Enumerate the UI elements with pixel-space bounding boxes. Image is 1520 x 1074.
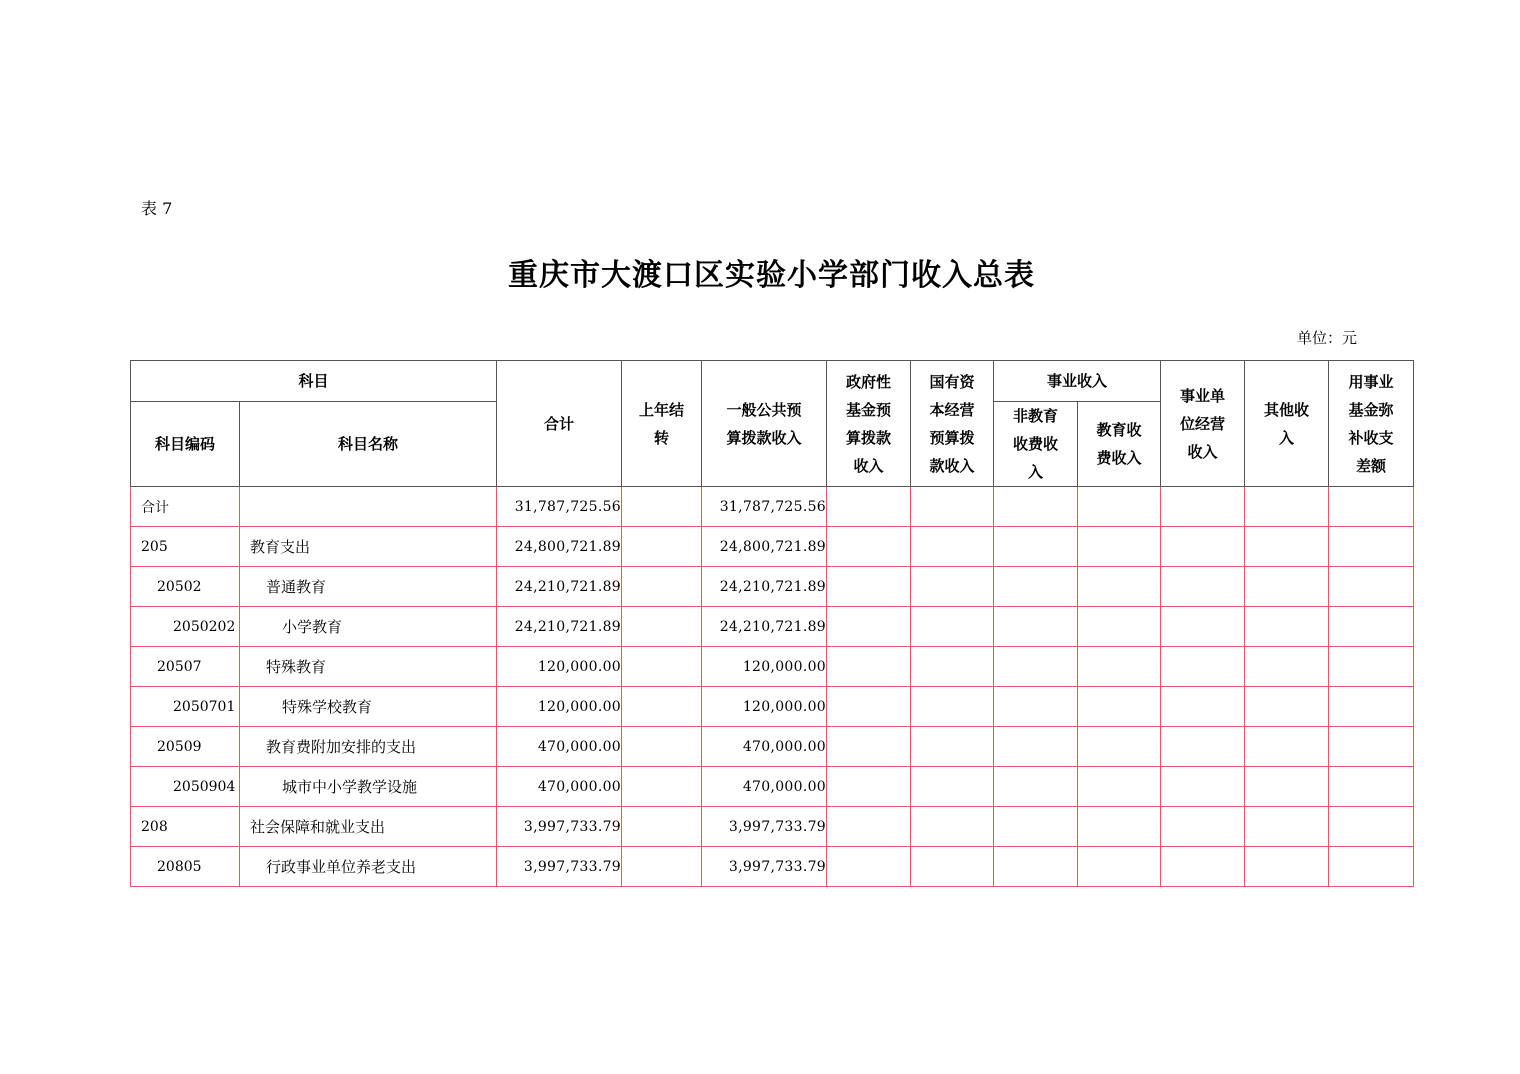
header-non-edu-fee-line1: 非教育 (1013, 407, 1059, 425)
table-row (131, 567, 1414, 607)
other-income-cell (1245, 647, 1329, 687)
gov-fund-cell (827, 807, 911, 847)
subject-name-cell: 行政事业单位养老支出 (240, 847, 497, 887)
unit-operating-cell (1161, 607, 1245, 647)
fund-balance-cell (1329, 807, 1414, 847)
state-capital-cell (911, 767, 994, 807)
state-capital-cell (911, 847, 994, 887)
header-carryover-line2: 转 (654, 428, 670, 447)
subject-name-cell: 特殊学校教育 (240, 687, 497, 727)
non-edu-fee-cell (994, 607, 1078, 647)
edu-fee-cell (1078, 807, 1161, 847)
table-row (131, 807, 1414, 847)
non-edu-fee-cell (994, 847, 1078, 887)
edu-fee-cell (1078, 607, 1161, 647)
table-body (131, 487, 1414, 887)
subject-code-cell: 2050904 (131, 767, 240, 807)
unit-operating-cell (1161, 527, 1245, 567)
total-cell: 31,787,725.56 (497, 487, 622, 527)
total-cell: 3,997,733.79 (497, 807, 622, 847)
carryover-cell (622, 847, 702, 887)
header-gov-fund-line2: 基金预 (846, 400, 892, 419)
subject-name-cell: 特殊教育 (240, 647, 497, 687)
state-capital-cell (911, 727, 994, 767)
general-budget-cell: 3,997,733.79 (702, 847, 827, 887)
header-other-line1: 其他收 (1264, 400, 1310, 419)
non-edu-fee-cell (994, 647, 1078, 687)
carryover-cell (622, 807, 702, 847)
gov-fund-cell (827, 487, 911, 527)
other-income-cell (1245, 687, 1329, 727)
fund-balance-cell (1329, 607, 1414, 647)
header-non-edu-fee-line3: 入 (1028, 463, 1044, 481)
header-edu-fee-line2: 费收入 (1096, 449, 1142, 467)
total-cell: 120,000.00 (497, 647, 622, 687)
state-capital-cell (911, 567, 994, 607)
non-edu-fee-cell (994, 487, 1078, 527)
edu-fee-cell (1078, 567, 1161, 607)
state-capital-cell (911, 487, 994, 527)
table-row (131, 527, 1414, 567)
table-row (131, 647, 1414, 687)
gov-fund-cell (827, 567, 911, 607)
other-income-cell (1245, 727, 1329, 767)
header-non-edu-fee-line2: 收费收 (1013, 435, 1059, 453)
subject-name-cell: 普通教育 (240, 567, 497, 607)
state-capital-cell (911, 607, 994, 647)
gov-fund-cell (827, 727, 911, 767)
header-other (1245, 361, 1329, 487)
carryover-cell (622, 487, 702, 527)
other-income-cell (1245, 567, 1329, 607)
edu-fee-cell (1078, 487, 1161, 527)
header-total: 合计 (497, 361, 622, 487)
edu-fee-cell (1078, 527, 1161, 567)
header-fund-balance-line3: 补收支 (1348, 428, 1394, 447)
header-general-budget-line1: 一般公共预 (726, 400, 802, 419)
subject-code-cell: 2050202 (131, 607, 240, 647)
edu-fee-cell (1078, 847, 1161, 887)
gov-fund-cell (827, 847, 911, 887)
edu-fee-cell (1078, 687, 1161, 727)
fund-balance-cell (1329, 767, 1414, 807)
gov-fund-cell (827, 607, 911, 647)
table-row (131, 687, 1414, 727)
header-state-capital-line1: 国有资 (929, 372, 975, 391)
non-edu-fee-cell (994, 567, 1078, 607)
header-fund-balance (1329, 361, 1414, 487)
header-state-capital-line2: 本经营 (929, 400, 975, 419)
header-gov-fund-line1: 政府性 (846, 372, 892, 391)
state-capital-cell (911, 527, 994, 567)
unit-operating-cell (1161, 727, 1245, 767)
general-budget-cell: 24,210,721.89 (702, 607, 827, 647)
edu-fee-cell (1078, 647, 1161, 687)
subject-name-cell: 城市中小学教学设施 (240, 767, 497, 807)
header-unit-operating-line3: 收入 (1187, 442, 1218, 461)
general-budget-cell: 470,000.00 (702, 767, 827, 807)
gov-fund-cell (827, 767, 911, 807)
other-income-cell (1245, 767, 1329, 807)
non-edu-fee-cell (994, 767, 1078, 807)
subject-code-cell: 2050701 (131, 687, 240, 727)
total-cell: 3,997,733.79 (497, 847, 622, 887)
unit-operating-cell (1161, 767, 1245, 807)
subject-code-cell: 205 (131, 527, 240, 567)
non-edu-fee-cell (994, 727, 1078, 767)
table-row (131, 727, 1414, 767)
subject-code-cell: 20805 (131, 847, 240, 887)
header-gov-fund-line3: 算拨款 (846, 428, 892, 447)
header-unit-operating (1161, 361, 1245, 487)
carryover-cell (622, 607, 702, 647)
carryover-cell (622, 687, 702, 727)
fund-balance-cell (1329, 647, 1414, 687)
edu-fee-cell (1078, 767, 1161, 807)
unit-operating-cell (1161, 807, 1245, 847)
general-budget-cell: 120,000.00 (702, 687, 827, 727)
subject-code-cell: 208 (131, 807, 240, 847)
page-title: 重庆市大渡口区实验小学部门收入总表 (508, 258, 1035, 293)
gov-fund-cell (827, 687, 911, 727)
fund-balance-cell (1329, 687, 1414, 727)
fund-balance-cell (1329, 487, 1414, 527)
header-unit-operating-line2: 位经营 (1180, 414, 1226, 433)
unit-label: 单位：元 (1297, 329, 1358, 347)
header-subject: 科目 (131, 361, 497, 402)
header-non-edu-fee (994, 402, 1078, 487)
subject-name-cell: 小学教育 (240, 607, 497, 647)
unit-operating-cell (1161, 647, 1245, 687)
carryover-cell (622, 527, 702, 567)
subject-code-cell: 合计 (131, 487, 240, 527)
unit-operating-cell (1161, 687, 1245, 727)
header-fund-balance-line4: 差额 (1356, 456, 1387, 475)
header-carryover (622, 361, 702, 487)
fund-balance-cell (1329, 847, 1414, 887)
gov-fund-cell (827, 527, 911, 567)
header-state-capital-line3: 预算拨 (929, 428, 975, 447)
gov-fund-cell (827, 647, 911, 687)
table-row (131, 487, 1414, 527)
header-other-line2: 入 (1279, 428, 1295, 447)
other-income-cell (1245, 847, 1329, 887)
unit-operating-cell (1161, 847, 1245, 887)
state-capital-cell (911, 807, 994, 847)
total-cell: 470,000.00 (497, 727, 622, 767)
total-cell: 24,210,721.89 (497, 607, 622, 647)
total-cell: 24,210,721.89 (497, 567, 622, 607)
general-budget-cell: 120,000.00 (702, 647, 827, 687)
total-cell: 120,000.00 (497, 687, 622, 727)
header-unit-operating-line1: 事业单 (1180, 386, 1226, 405)
other-income-cell (1245, 607, 1329, 647)
header-subject-name: 科目名称 (240, 402, 497, 487)
general-budget-cell: 24,800,721.89 (702, 527, 827, 567)
subject-name-cell: 教育支出 (240, 527, 497, 567)
header-fund-balance-line2: 基金弥 (1348, 400, 1394, 419)
header-gov-fund (827, 361, 911, 487)
other-income-cell (1245, 527, 1329, 567)
non-edu-fee-cell (994, 807, 1078, 847)
non-edu-fee-cell (994, 687, 1078, 727)
header-state-capital (911, 361, 994, 487)
general-budget-cell: 470,000.00 (702, 727, 827, 767)
table-number: 表 7 (141, 199, 173, 218)
general-budget-cell: 3,997,733.79 (702, 807, 827, 847)
carryover-cell (622, 647, 702, 687)
unit-operating-cell (1161, 567, 1245, 607)
state-capital-cell (911, 687, 994, 727)
fund-balance-cell (1329, 567, 1414, 607)
header-general-budget (702, 361, 827, 487)
header-edu-fee-line1: 教育收 (1096, 421, 1142, 439)
general-budget-cell: 24,210,721.89 (702, 567, 827, 607)
other-income-cell (1245, 807, 1329, 847)
non-edu-fee-cell (994, 527, 1078, 567)
fund-balance-cell (1329, 727, 1414, 767)
carryover-cell (622, 567, 702, 607)
header-general-budget-line2: 算拨款收入 (726, 428, 802, 447)
state-capital-cell (911, 647, 994, 687)
other-income-cell (1245, 487, 1329, 527)
header-gov-fund-line4: 收入 (853, 456, 884, 475)
table-row (131, 767, 1414, 807)
table-row (131, 847, 1414, 887)
header-subject-code: 科目编码 (131, 402, 240, 487)
carryover-cell (622, 767, 702, 807)
subject-name-cell: 社会保障和就业支出 (240, 807, 497, 847)
unit-operating-cell (1161, 487, 1245, 527)
income-summary-table (130, 360, 1414, 887)
header-carryover-line1: 上年结 (639, 400, 685, 419)
carryover-cell (622, 727, 702, 767)
edu-fee-cell (1078, 727, 1161, 767)
header-state-capital-line4: 款收入 (929, 456, 975, 475)
header-edu-fee (1078, 402, 1161, 487)
total-cell: 470,000.00 (497, 767, 622, 807)
subject-code-cell: 20507 (131, 647, 240, 687)
subject-name-cell (240, 487, 497, 527)
total-cell: 24,800,721.89 (497, 527, 622, 567)
subject-name-cell: 教育费附加安排的支出 (240, 727, 497, 767)
subject-code-cell: 20509 (131, 727, 240, 767)
fund-balance-cell (1329, 527, 1414, 567)
header-business-income: 事业收入 (994, 361, 1161, 402)
general-budget-cell: 31,787,725.56 (702, 487, 827, 527)
subject-code-cell: 20502 (131, 567, 240, 607)
header-fund-balance-line1: 用事业 (1348, 372, 1394, 391)
table-row (131, 607, 1414, 647)
